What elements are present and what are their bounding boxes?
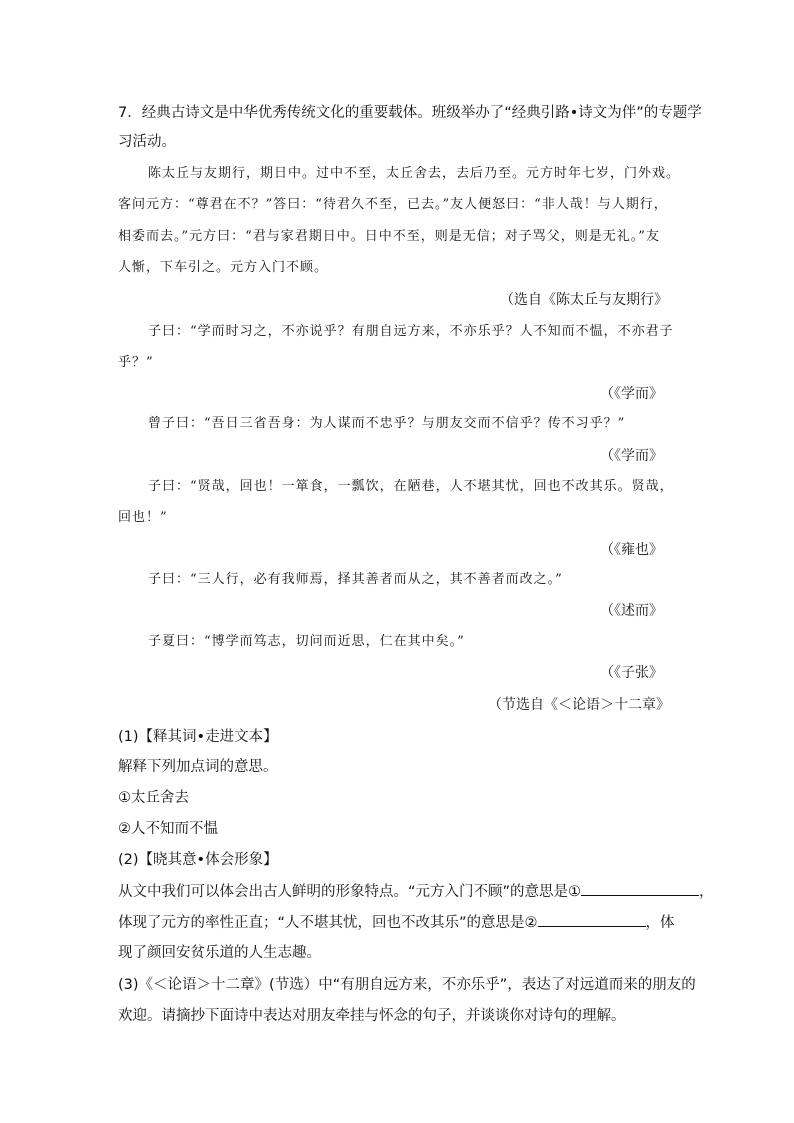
passage1-source: （选自《陈太丘与友期行》 <box>500 292 668 308</box>
analects4-line1: 子曰：“三人行，必有我师焉，择其善者而从之，其不善者而改之。” <box>148 572 563 587</box>
subquestion3-line1: (3)《＜论语＞十二章》(节选）中“有朋自远方来，不亦乐乎”，表达了对远道而来的朋友的 <box>118 977 696 993</box>
subquestion1-title: (1)【释其词•走进文本】 <box>118 729 278 745</box>
analects2-line1: 曾子曰：“吾日三省吾身：为人谋而不忠乎？与朋友交而不信乎？传不习乎？” <box>148 416 626 431</box>
item2-text: ②人不知而不愠 <box>118 821 218 837</box>
subquestion2-title: (2)【晓其意•体会形象】 <box>118 852 278 868</box>
item1-text: ①太丘舍去 <box>118 790 189 806</box>
analects1-line1: 子曰：“学而时习之，不亦说乎？有朋自远方来，不亦乐乎？人不知而不愠，不亦君子 <box>148 324 674 339</box>
analects3-line1: 子曰：“贤哉，回也！一箪食，一瓢饮，在陋巷，人不堪其忧，回也不改其乐。贤哉， <box>148 479 674 494</box>
passage1-line4: 人惭，下车引之。元方入门不顾。 <box>118 260 329 275</box>
analects3-source: （《雍也》 <box>600 542 663 558</box>
subquestion2-line1 <box>118 881 714 902</box>
analects3-line2: 回也！” <box>118 510 168 525</box>
subquestion2-line2-tail: ，体 <box>645 915 675 931</box>
subquestion1-item1 <box>118 788 189 808</box>
analects5-line1: 子夏曰：“博学而笃志，切问而近思，仁在其中矣。” <box>148 634 465 649</box>
question-intro-line1: 7．经典古诗文是中华优秀传统文化的重要载体。班级举办了“经典引路•诗文为伴”的专题学 <box>118 105 702 121</box>
subquestion3-line2: 欢迎。请摘抄下面诗中表达对朋友牵挂与怀念的句子，并谈谈你对诗句的理解。 <box>118 1008 626 1024</box>
analects4-source: （《述而》 <box>600 603 663 619</box>
subquestion2-line3: 现了颜回安贫乐道的人生志趣。 <box>118 945 321 961</box>
question-intro-line2: 习活动。 <box>118 134 176 150</box>
analects1-line2: 乎？” <box>118 355 154 370</box>
subquestion2-line1-text: 从文中我们可以体会出古人鲜明的形象特点。“元方入门不顾”的意思是① <box>118 884 582 900</box>
subquestion1-instruction: 解释下列加点词的意思。 <box>118 759 278 775</box>
overall-source: （节选自《＜论语＞十二章》 <box>488 697 670 713</box>
subquestion1-item2 <box>118 819 218 839</box>
subquestion2-line2 <box>118 912 675 933</box>
analects1-source: （《学而》 <box>600 386 663 402</box>
passage1-line2: 客问元方：“尊君在不？”答曰：“待君久不至，已去。”友人便怒曰：“非人哉！与人期行， <box>118 197 668 212</box>
answer-blank-2[interactable] <box>538 912 646 927</box>
subquestion2-line2-text: 体现了元方的率性正直；“人不堪其忧，回也不改其乐”的意思是② <box>118 915 538 931</box>
subquestion2-line1-comma: ， <box>699 884 714 900</box>
analects5-source: （《子张》 <box>600 665 663 681</box>
answer-blank-1[interactable] <box>581 881 699 896</box>
analects2-source: （《学而》 <box>600 448 663 464</box>
passage1-line3: 相委而去。”元方曰：“君与家君期日中。日中不至，则是无信；对子骂父，则是无礼。”友 <box>118 229 660 244</box>
passage1-line1: 陈太丘与友期行，期日中。过中不至，太丘舍去，去后乃至。元方时年七岁，门外戏。 <box>148 166 681 181</box>
